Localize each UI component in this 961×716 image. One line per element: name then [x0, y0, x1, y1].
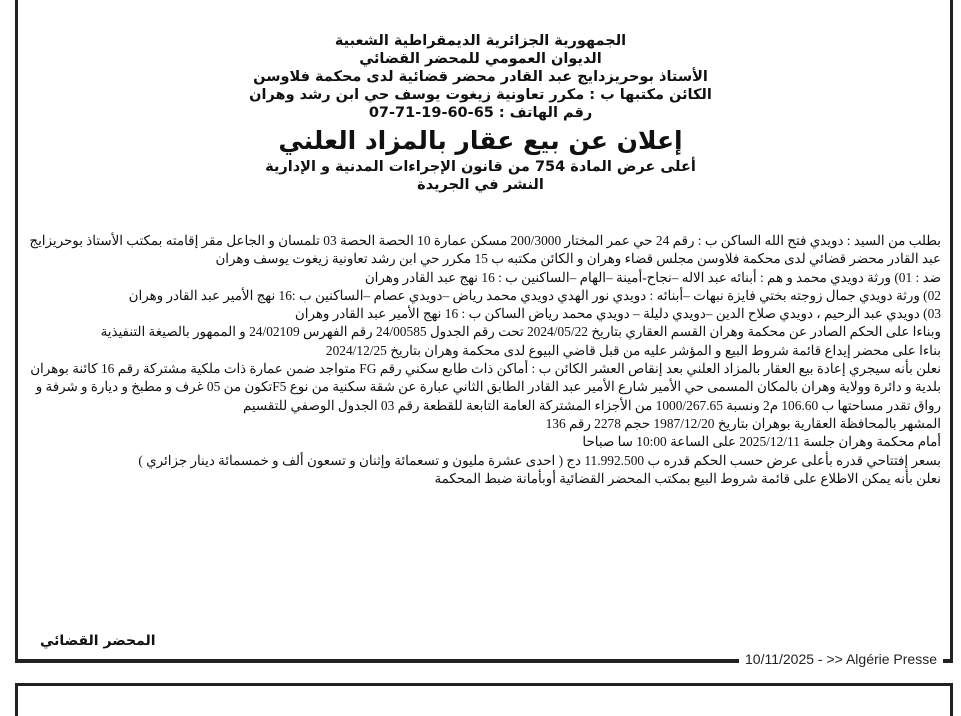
- office-address: الكائن مكتبها ب : مكرر تعاونية زيغوت يوسف حي ابن رشد وهران: [249, 87, 712, 103]
- notice-subtitle: أعلى عرض المادة 754 من قانون الإجراءات المدنية و الإدارية: [265, 159, 696, 175]
- publication-label: النشر في الجريدة: [417, 177, 544, 193]
- paragraph: بسعر إفتتاحي قدره بأعلى عرض حسب الحكم قدره ب 11.992.500 دج ( احدى عشرة مليون و تسعمائة وإثنان و تسعون ألف و خمسمائة دينار جزائري ): [138, 452, 941, 468]
- paragraph: المشهر بالمحافظة العقارية بوهران بتاريخ 1987/12/20 حجم 2278 رقم 136: [545, 415, 941, 431]
- paragraph: أمام محكمة وهران جلسة 2025/12/11 على الساعة 10:00 سا صباحا: [582, 434, 941, 450]
- next-notice-frame: [15, 683, 953, 716]
- paragraph: بطلب من السيد : دويدي فتح الله الساكن ب : رقم 24 حي عمر المختار 200/3000 مسكن عمارة 10 الحصة الحصة 03 تلمسان و الجاعل مقر إقامته بمكتب الأستاذ بوحريزايج عبد القادر محضر قضائي لدى محكمة فلاوسن مجلس قضاء وهران و الكائن مكتبه ب 15 مكرر حي ابن رشد تعاونية زيغوت يوسف وهران: [29, 233, 941, 267]
- paragraph: 03) دويدي عبد الرحيم ، دويدي صلاح الدين –دويدي دليلة – دويدي محمد رياض الساكن ب : 16 نهج الأمير عبد القادر وهران: [294, 306, 941, 322]
- paragraph: 02) ورثة دويدي جمال زوجته بختي فايزة نبهات –أبنائه : دويدي نور الهدي دويدي محمد رياض –دويدي عصام –الساكنين ب :16 نهج الأمير عبد القادر وهران: [128, 287, 941, 303]
- notice-header: [0, 32, 961, 194]
- phone-number: رقم الهاتف : 65-60-19-71-07: [368, 105, 593, 121]
- source-footer: 10/11/2025 - >> Algérie Presse: [739, 651, 943, 667]
- paragraph: وبناءا على الحكم الصادر عن محكمة وهران القسم العقاري بتاريخ 2024/05/22 تحت رقم الجدول 24/00585 رقم الفهرس 24/02109 و الممهور بالصيغة التنفيذية: [100, 324, 941, 340]
- bailiff-name: الأستاذ بوحريزدايج عبد القادر محضر قضائية لدى محكمة فلاوسن: [253, 69, 708, 85]
- paragraph: نعلن بأنه يمكن الاطلاع على قائمة شروط البيع بمكتب المحضر القضائية أوبأمانة ضبط المحكمة: [434, 470, 941, 486]
- paragraph: بناءا على محضر إيداع قائمة شروط البيع و المؤشر عليه من قبل قاضي البيوع لدى محكمة وهران بتاريخ 2024/12/25: [325, 342, 941, 358]
- notice-body: [26, 232, 941, 488]
- office-title: الديوان العمومي للمحضر القضائي: [359, 51, 602, 67]
- paragraph: ضد : 01) ورثة دويدي محمد و هم : أبنائه عبد الاله –نجاح-أمينة –الهام –الساكنين ب : 16 نهج عبد القادر وهران: [364, 269, 941, 285]
- republic-title: الجمهورية الجزائرية الديمقراطية الشعبية: [334, 33, 627, 49]
- notice-title: إعلان عن بيع عقار بالمزاد العلني: [278, 126, 683, 155]
- paragraph: نعلن بأنه سيجري إعادة بيع العقار بالمزاد العلني بعد إنقاص العشر الكائن ب : أماكن ذات طابع سكني رقم FG متواجد ضمن عمارة ذات ملكية مشتركة رقم 16 كائنة بوهران بلدية و دائرة وولاية وهران بالمكان المسمى حي الأمير شارع الأمير عبد القادر الطابق الثاني عبارة عن شقة سكنية من نوع F5تكون من 05 غرف و مطبخ و ديارة و شرفة و رواق تقدر مساحتها ب 106.60 م2 ونسبة 1000/267.65 من الأجزاء المشتركة العامة التابعة للقطعة رقم 03 الجدول الوصفي للتقسيم: [30, 361, 941, 413]
- signature: المحضر القضائي: [40, 633, 156, 649]
